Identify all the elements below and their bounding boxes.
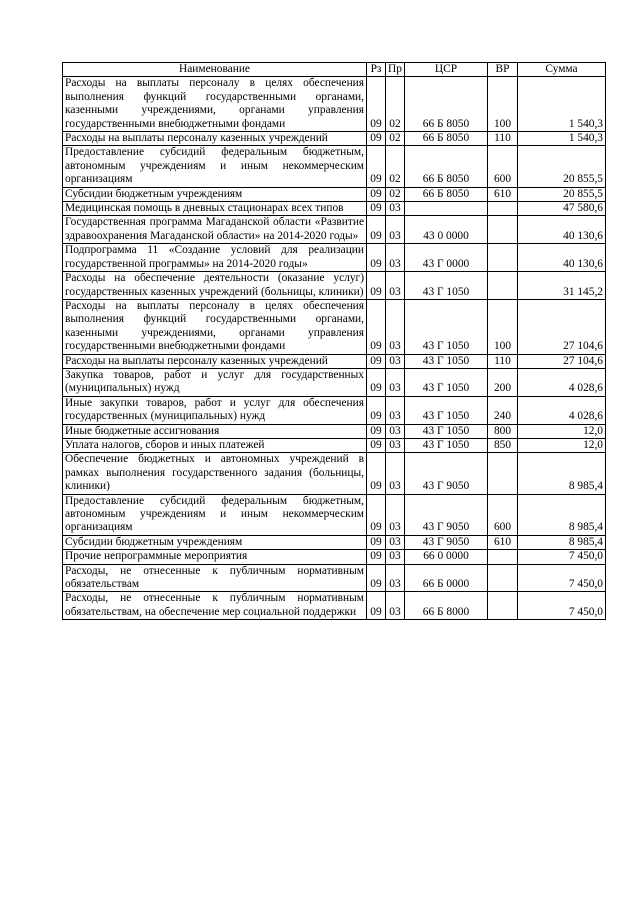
table-row [63, 368, 606, 396]
cell-sum: 40 130,6 [518, 216, 606, 244]
header-csr: ЦСР [405, 63, 488, 77]
cell-csr: 43 Г 1050 [405, 438, 488, 452]
cell-pr: 03 [386, 453, 405, 494]
table-row [63, 354, 606, 368]
cell-vr: 240 [488, 396, 518, 424]
cell-csr: 43 Г 1050 [405, 424, 488, 438]
cell-rz: 09 [367, 299, 386, 354]
cell-csr: 43 Г 9050 [405, 453, 488, 494]
table-row [63, 592, 606, 620]
cell-name: Субсидии бюджетным учреждениям [63, 187, 367, 201]
cell-rz: 09 [367, 187, 386, 201]
cell-name: Подпрограмма 11 «Создание условий для реализации государственной программы» на 2014-2020 годы» [63, 244, 367, 272]
cell-pr: 03 [386, 299, 405, 354]
table-row [63, 146, 606, 187]
cell-vr [488, 550, 518, 564]
cell-rz: 09 [367, 592, 386, 620]
cell-rz: 09 [367, 354, 386, 368]
cell-csr: 43 Г 1050 [405, 368, 488, 396]
cell-sum: 1 540,3 [518, 132, 606, 146]
cell-name: Иные бюджетные ассигнования [63, 424, 367, 438]
cell-name: Закупка товаров, работ и услуг для государственных (муниципальных) нужд [63, 368, 367, 396]
cell-sum: 4 028,6 [518, 396, 606, 424]
cell-pr: 03 [386, 424, 405, 438]
cell-name: Расходы на выплаты персоналу в целях обеспечения выполнения функций государственными органами, казенными учреждениями, органами управления государственными внебюджетными фондами [63, 77, 367, 132]
cell-sum: 27 104,6 [518, 299, 606, 354]
cell-name: Уплата налогов, сборов и иных платежей [63, 438, 367, 452]
cell-csr: 66 Б 8050 [405, 146, 488, 187]
cell-pr: 02 [386, 132, 405, 146]
cell-pr: 03 [386, 550, 405, 564]
table-row [63, 272, 606, 300]
cell-vr [488, 272, 518, 300]
cell-csr: 66 Б 8000 [405, 592, 488, 620]
cell-sum: 7 450,0 [518, 592, 606, 620]
table-row [63, 438, 606, 452]
cell-vr [488, 202, 518, 216]
cell-sum: 7 450,0 [518, 550, 606, 564]
cell-pr: 03 [386, 438, 405, 452]
cell-name: Обеспечение бюджетных и автономных учреждений в рамках выполнения государственного задания (больницы, клиники) [63, 453, 367, 494]
header-vr: ВР [488, 63, 518, 77]
cell-pr: 03 [386, 354, 405, 368]
cell-name: Предоставление субсидий федеральным бюджетным, автономным учреждениям и иным некоммерческим организациям [63, 494, 367, 535]
cell-csr: 43 Г 1050 [405, 272, 488, 300]
cell-name: Медицинская помощь в дневных стационарах всех типов [63, 202, 367, 216]
table-row [63, 453, 606, 494]
cell-csr: 66 Б 0000 [405, 564, 488, 592]
cell-csr: 66 0 0000 [405, 550, 488, 564]
table-row [63, 396, 606, 424]
cell-name: Расходы, не отнесенные к публичным нормативным обязательствам, на обеспечение мер социальной поддержки [63, 592, 367, 620]
cell-csr: 43 Г 1050 [405, 396, 488, 424]
table-row [63, 202, 606, 216]
cell-name: Расходы на выплаты персоналу казенных учреждений [63, 132, 367, 146]
cell-sum: 20 855,5 [518, 146, 606, 187]
cell-sum: 47 580,6 [518, 202, 606, 216]
cell-rz: 09 [367, 453, 386, 494]
cell-csr: 43 Г 1050 [405, 354, 488, 368]
cell-rz: 09 [367, 438, 386, 452]
table-body [63, 77, 606, 620]
cell-sum: 27 104,6 [518, 354, 606, 368]
table-row [63, 187, 606, 201]
cell-vr [488, 453, 518, 494]
cell-vr [488, 592, 518, 620]
cell-pr: 03 [386, 592, 405, 620]
header-sum: Сумма [518, 63, 606, 77]
cell-sum: 12,0 [518, 438, 606, 452]
cell-sum: 8 985,4 [518, 535, 606, 549]
cell-csr [405, 202, 488, 216]
cell-sum: 8 985,4 [518, 494, 606, 535]
cell-name: Субсидии бюджетным учреждениям [63, 535, 367, 549]
cell-name: Расходы, не отнесенные к публичным нормативным обязательствам [63, 564, 367, 592]
cell-rz: 09 [367, 77, 386, 132]
cell-vr: 600 [488, 494, 518, 535]
cell-vr: 200 [488, 368, 518, 396]
table-row [63, 564, 606, 592]
cell-vr [488, 216, 518, 244]
cell-csr: 43 Г 9050 [405, 494, 488, 535]
cell-vr: 110 [488, 132, 518, 146]
cell-vr: 610 [488, 535, 518, 549]
cell-rz: 09 [367, 216, 386, 244]
cell-name: Расходы на выплаты персоналу казенных учреждений [63, 354, 367, 368]
cell-rz: 09 [367, 535, 386, 549]
header-pr: Пр [386, 63, 405, 77]
cell-pr: 02 [386, 187, 405, 201]
cell-rz: 09 [367, 146, 386, 187]
table-row [63, 299, 606, 354]
cell-vr: 850 [488, 438, 518, 452]
table-row [63, 77, 606, 132]
cell-sum: 12,0 [518, 424, 606, 438]
header-rz: Рз [367, 63, 386, 77]
table-header-row [63, 63, 606, 77]
table-row [63, 535, 606, 549]
cell-rz: 09 [367, 494, 386, 535]
cell-name: Предоставление субсидий федеральным бюджетным, автономным учреждениям и иным некоммерческим организациям [63, 146, 367, 187]
cell-csr: 66 Б 8050 [405, 187, 488, 201]
cell-rz: 09 [367, 564, 386, 592]
cell-pr: 03 [386, 535, 405, 549]
cell-sum: 8 985,4 [518, 453, 606, 494]
table-row [63, 244, 606, 272]
cell-csr: 66 Б 8050 [405, 132, 488, 146]
cell-vr: 100 [488, 77, 518, 132]
header-name: Наименование [63, 63, 367, 77]
cell-name: Иные закупки товаров, работ и услуг для обеспечения государственных (муниципальных) нужд [63, 396, 367, 424]
cell-pr: 03 [386, 396, 405, 424]
cell-csr: 43 Г 9050 [405, 535, 488, 549]
cell-rz: 09 [367, 550, 386, 564]
cell-name: Прочие непрограммные мероприятия [63, 550, 367, 564]
cell-pr: 03 [386, 494, 405, 535]
cell-rz: 09 [367, 424, 386, 438]
cell-pr: 03 [386, 272, 405, 300]
cell-sum: 1 540,3 [518, 77, 606, 132]
cell-sum: 31 145,2 [518, 272, 606, 300]
table-row [63, 216, 606, 244]
cell-pr: 03 [386, 564, 405, 592]
cell-pr: 03 [386, 202, 405, 216]
table-row [63, 132, 606, 146]
cell-name: Государственная программа Магаданской области «Развитие здравоохранения Магаданской области» на 2014-2020 годы» [63, 216, 367, 244]
cell-pr: 03 [386, 244, 405, 272]
cell-vr: 800 [488, 424, 518, 438]
cell-sum: 7 450,0 [518, 564, 606, 592]
cell-sum: 20 855,5 [518, 187, 606, 201]
cell-name: Расходы на обеспечение деятельности (оказание услуг) государственных казенных учреждений (больницы, клиники) [63, 272, 367, 300]
cell-sum: 4 028,6 [518, 368, 606, 396]
cell-rz: 09 [367, 272, 386, 300]
cell-rz: 09 [367, 132, 386, 146]
cell-rz: 09 [367, 244, 386, 272]
table-row [63, 550, 606, 564]
cell-sum: 40 130,6 [518, 244, 606, 272]
budget-table [62, 62, 606, 620]
cell-pr: 02 [386, 146, 405, 187]
cell-rz: 09 [367, 368, 386, 396]
cell-pr: 03 [386, 368, 405, 396]
cell-csr: 43 0 0000 [405, 216, 488, 244]
cell-csr: 43 Г 1050 [405, 299, 488, 354]
cell-pr: 02 [386, 77, 405, 132]
cell-csr: 66 Б 8050 [405, 77, 488, 132]
cell-vr: 610 [488, 187, 518, 201]
table-row [63, 424, 606, 438]
cell-vr: 100 [488, 299, 518, 354]
cell-name: Расходы на выплаты персоналу в целях обеспечения выполнения функций государственными органами, казенными учреждениями, органами управления государственными внебюджетными фондами [63, 299, 367, 354]
cell-pr: 03 [386, 216, 405, 244]
cell-rz: 09 [367, 202, 386, 216]
table-row [63, 494, 606, 535]
cell-vr: 600 [488, 146, 518, 187]
cell-csr: 43 Г 0000 [405, 244, 488, 272]
cell-vr: 110 [488, 354, 518, 368]
cell-vr [488, 564, 518, 592]
cell-rz: 09 [367, 396, 386, 424]
cell-vr [488, 244, 518, 272]
